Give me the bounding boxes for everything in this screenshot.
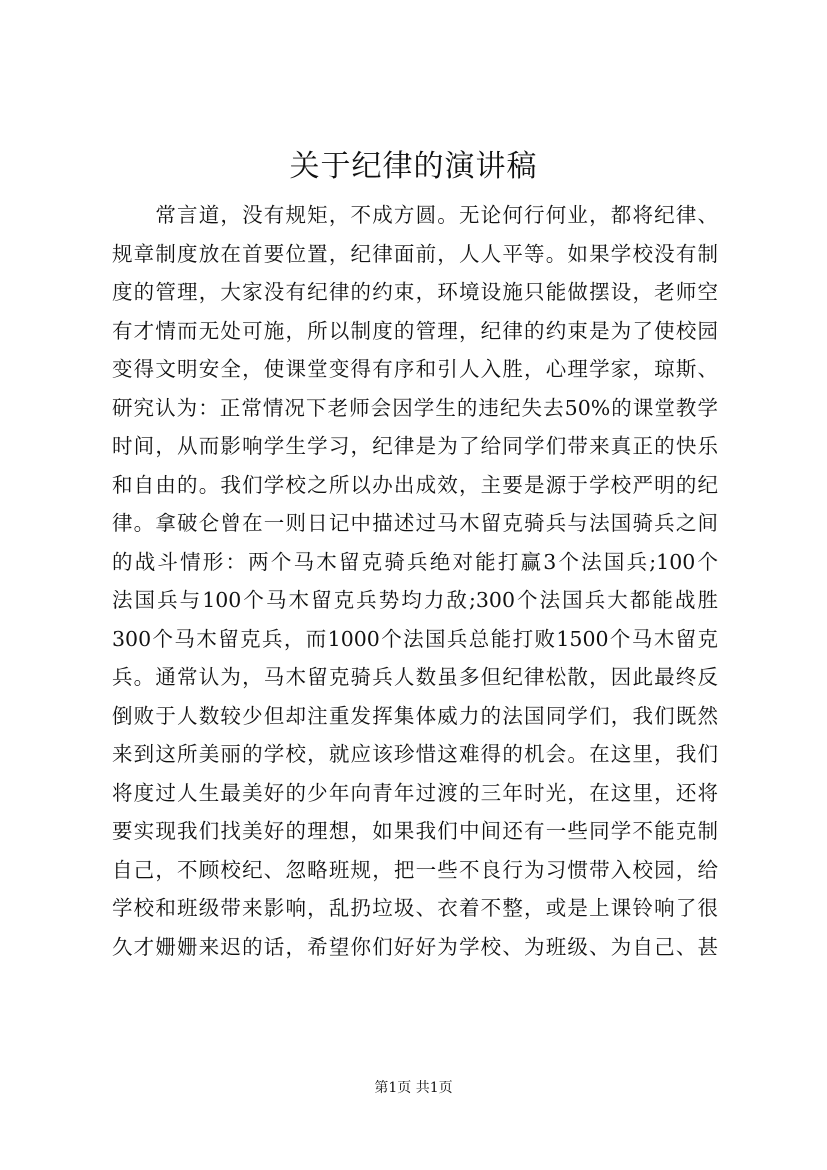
body-line: 将度过人生最美好的少年向青年过渡的三年时光，在这里，还将 (112, 780, 718, 805)
body-line: 变得文明安全，使课堂变得有序和引人入胜，心理学家，琼斯、 (112, 357, 718, 381)
page-footer: 第1页 共1页 (374, 1080, 453, 1096)
body-line: 研究认为：正常情况下老师会因学生的违纪失去50%的课堂教学 (112, 395, 718, 420)
body-line: 法国兵与100个马木留克兵势均力敌;300个法国兵大都能战胜 (112, 588, 718, 612)
body-line: 久才姗姗来迟的话，希望你们好好为学校、为班级、为自己、甚 (112, 934, 718, 959)
body-line: 倒败于人数较少但却注重发挥集体威力的法国同学们，我们既然 (112, 703, 718, 728)
body-line: 有才情而无处可施，所以制度的管理，纪律的约束是为了使校园 (112, 318, 718, 343)
body-line: 的战斗情形：两个马木留克骑兵绝对能打赢3个法国兵;100个 (112, 549, 718, 574)
body-line: 要实现我们找美好的理想，如果我们中间还有一些同学不能克制 (112, 819, 718, 843)
body-line: 来到这所美丽的学校，就应该珍惜这难得的机会。在这里，我们 (112, 742, 718, 766)
body-line: 兵。通常认为，马木留克骑兵人数虽多但纪律松散，因此最终反 (112, 665, 718, 689)
body-line: 规章制度放在首要位置，纪律面前，人人平等。如果学校没有制 (112, 241, 718, 266)
document-title: 关于纪律的演讲稿 (289, 149, 538, 184)
body-line: 常言道，没有规矩，不成方圆。无论何行何业，都将纪律、 (112, 203, 718, 227)
body-line: 和自由的。我们学校之所以办出成效，主要是源于学校严明的纪 (112, 472, 718, 497)
body-line: 时间，从而影响学生学习，纪律是为了给同学们带来真正的快乐 (112, 434, 718, 458)
body-line: 度的管理，大家没有纪律的约束，环境设施只能做摆设，老师空 (112, 280, 718, 304)
body-line: 律。拿破仑曾在一则日记中描述过马木留克骑兵与法国骑兵之间 (112, 511, 718, 535)
body-line: 300个马木留克兵，而1000个法国兵总能打败1500个马木留克 (112, 626, 718, 651)
body-line: 学校和班级带来影响，乱扔垃圾、衣着不整，或是上课铃响了很 (112, 896, 718, 920)
body-line: 自己，不顾校纪、忽略班规，把一些不良行为习惯带入校园，给 (112, 857, 718, 882)
speech-body (112, 196, 718, 966)
